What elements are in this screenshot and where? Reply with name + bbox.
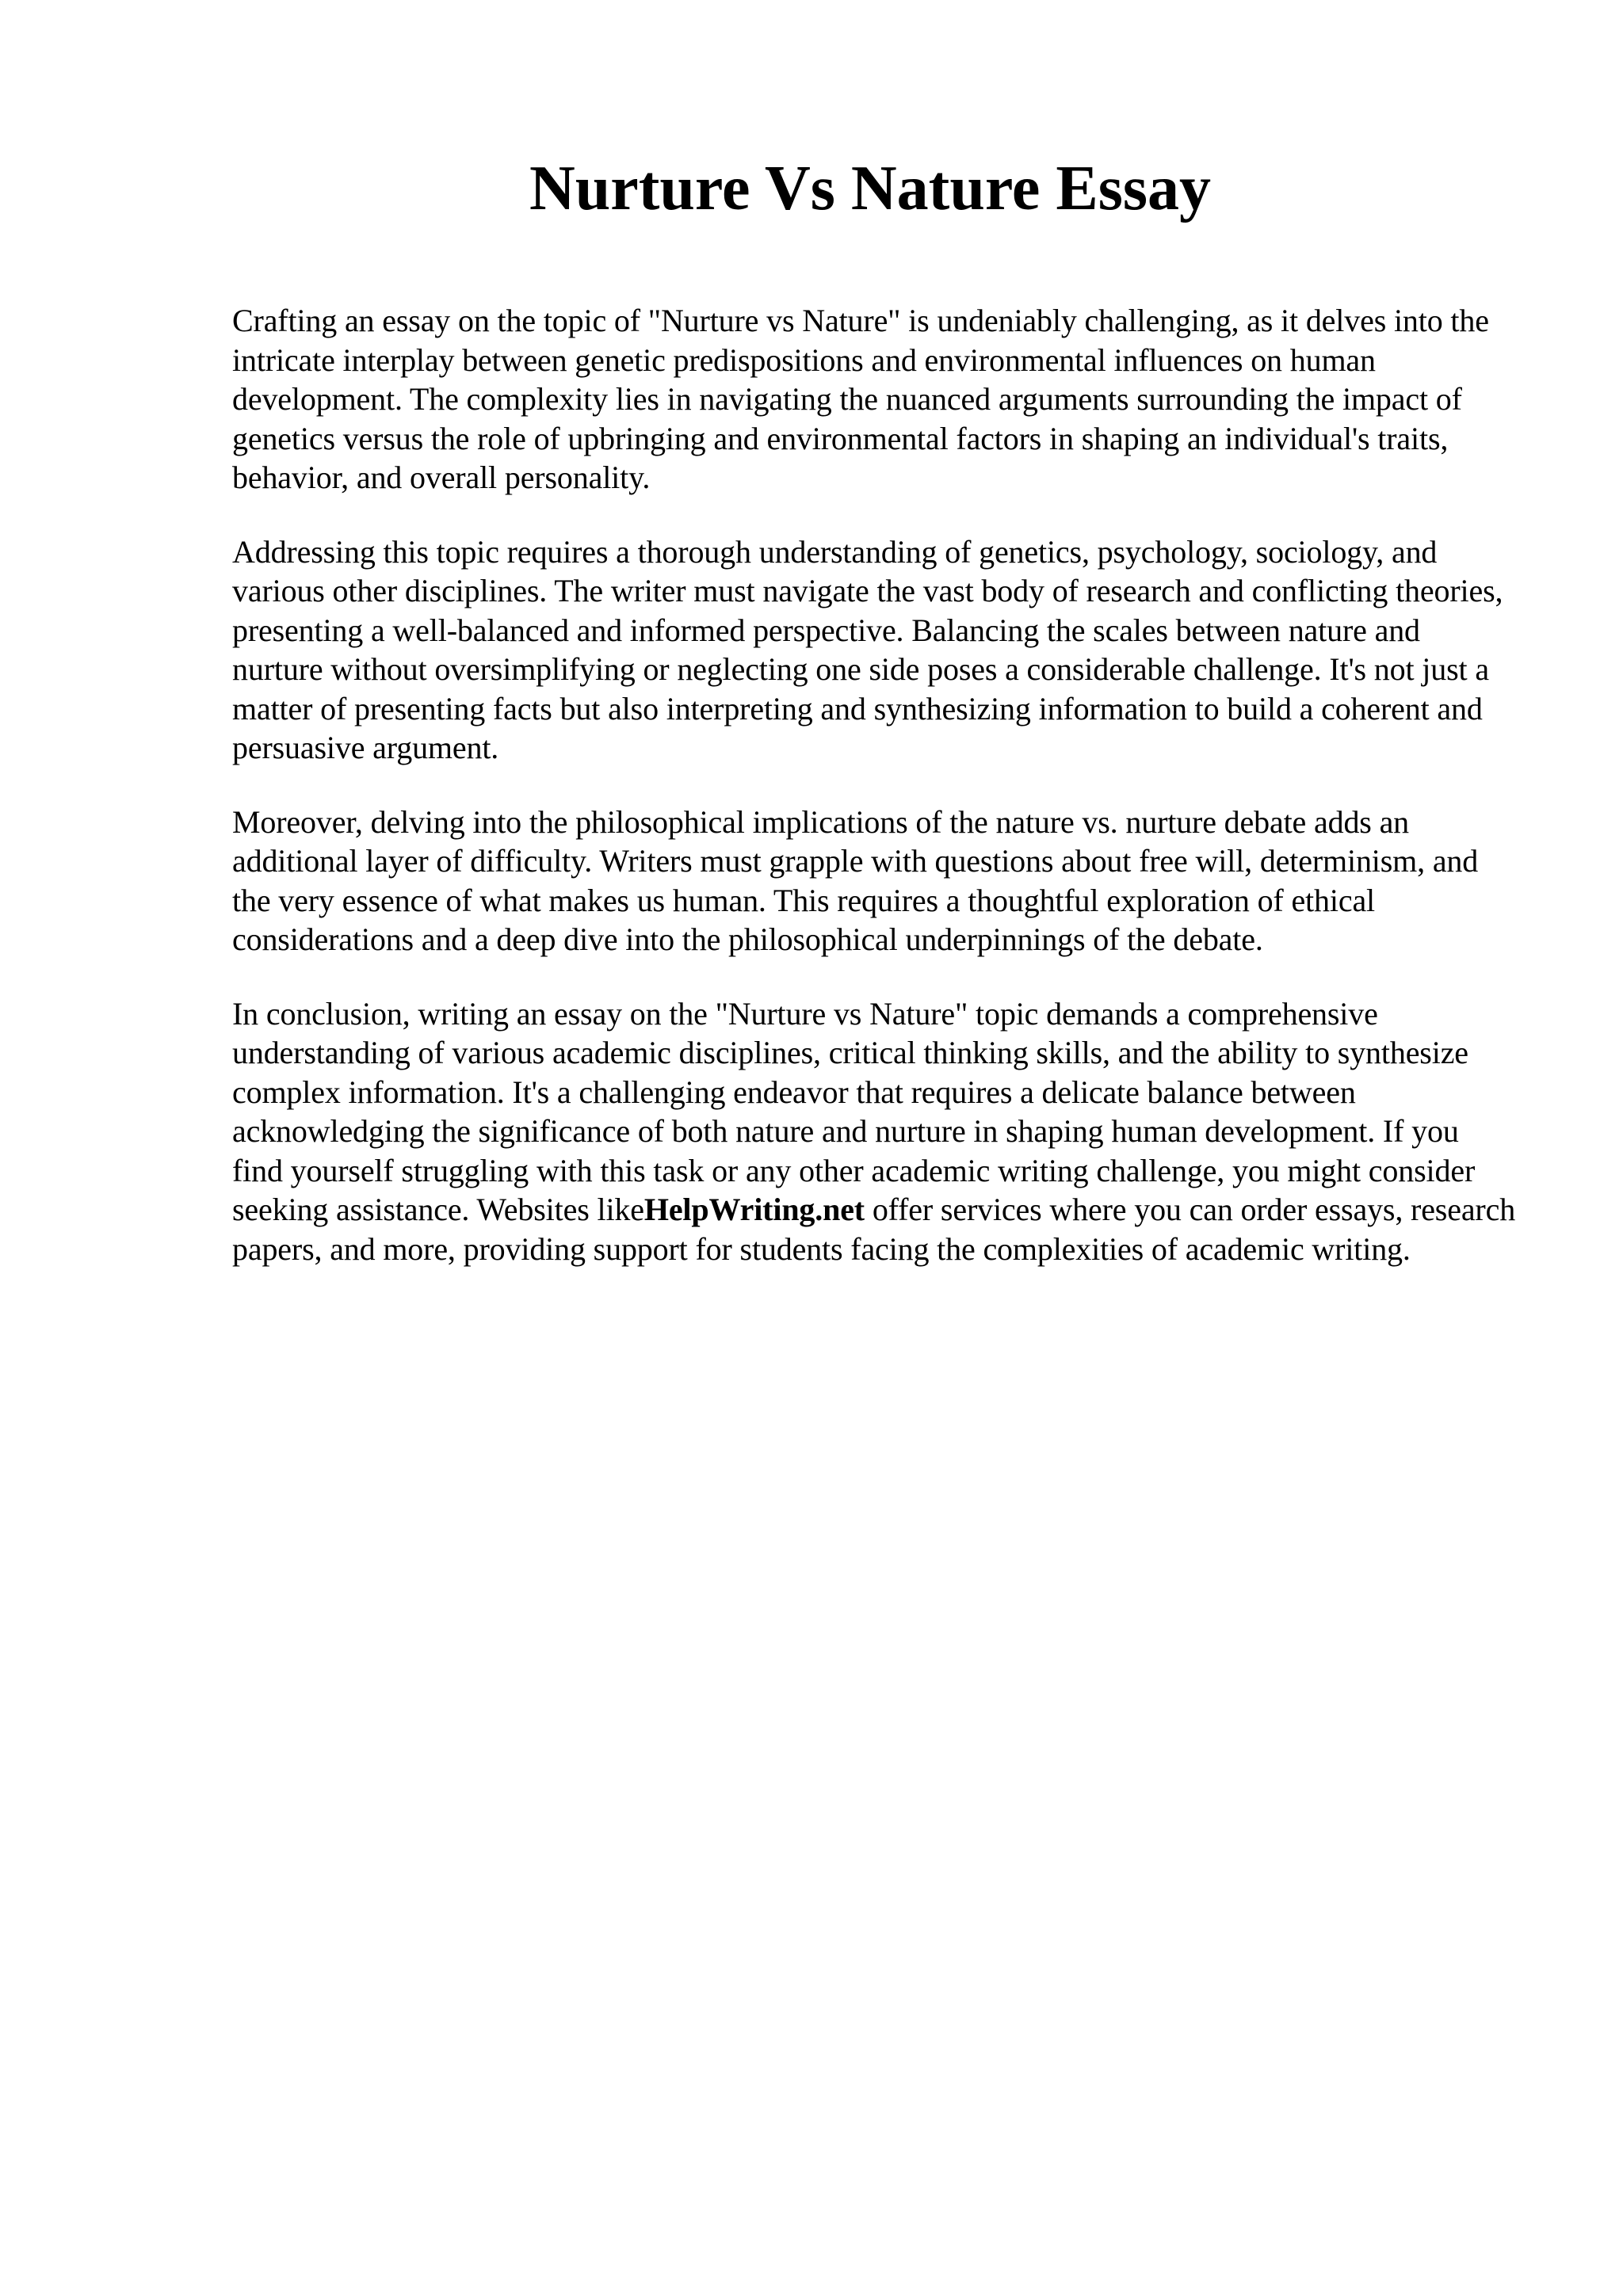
conclusion-text-before: In conclusion, writing an essay on the "Nurture vs Nature" topic demands a comprehensive understanding of various academic disciplines, critical thinking skills, and the ability to synthesize complex information. It's a challenging endeavor that requires a delicate balance between acknowledging the significance of both nature and nurture in shaping human development. If you find yourself struggling with this task or any other academic writing challenge, you might consider seeking assistance. Websites like: [232, 995, 1476, 1227]
document-body: [232, 301, 1516, 1303]
paragraph-requirements: Addressing this topic requires a thorough understanding of genetics, psychology, sociology, and various other disciplines. The writer must navigate the vast body of research and conflicting theories, presenting a well-balanced and informed perspective. Balancing the scales between nature and nurture without oversimplifying or neglecting one side poses a considerable challenge. It's not just a matter of presenting facts but also interpreting and synthesizing information to build a coherent and persuasive argument.: [232, 533, 1503, 765]
conclusion-text-after: offer services where you can order essays, research papers, and more, providing support for students facing the complexities of academic writing.: [232, 1192, 1516, 1267]
paragraph-intro: Crafting an essay on the topic of "Nurture vs Nature" is undeniably challenging, as it delves into the intricate interplay between genetic predispositions and environmental influences on human development. The complexity lies in navigating the nuanced arguments surrounding the impact of genetics versus the role of upbringing and environmental factors in shaping an individual's traits, behavior, and overall personality.: [232, 303, 1489, 495]
document-title: Nurture Vs Nature Essay: [529, 154, 1212, 223]
helpwriting-brand: HelpWriting.net: [643, 1192, 865, 1227]
paragraph-conclusion: [232, 994, 1516, 1269]
paragraph-philosophy: Moreover, delving into the philosophical implications of the nature vs. nurture debate adds an additional layer of difficulty. Writers must grapple with questions about free will, determinism, and the very essence of what makes us human. This requires a thoughtful exploration of ethical considerations and a deep dive into the philosophical underpinnings of the debate.: [232, 803, 1479, 957]
